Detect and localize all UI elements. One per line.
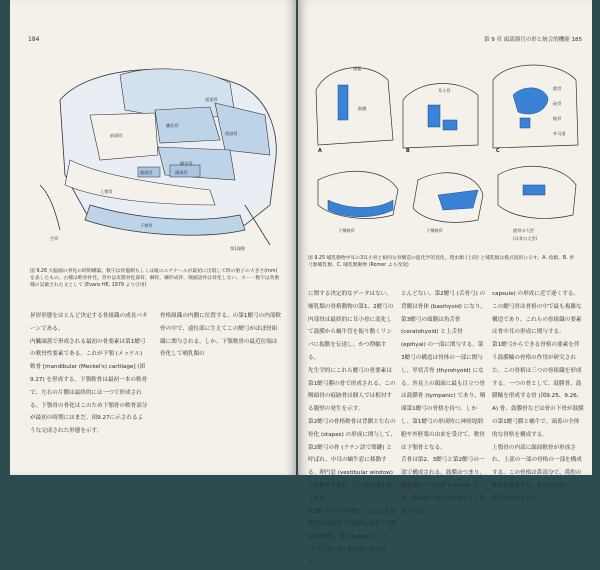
- paragraph: 上顎骨の内部に顔面軟骨が形成され、上部の一部の骨格の一部を構成する。この骨格は鼻部分で、鼻腔の骨格を構成する。骨格の全体として頭蓋は形成される。: [492, 444, 582, 502]
- paragraph: 第2鰓弓の骨格軟骨は背側と左右の骨化 (stapes) の形成に関与して、第2鰓弓の骨 (ラテン語で関鍵) と呼ばれ、中耳の蝸牛窓に移動する。卵円窓 (vestibular window) に接触する骨が、この骨の発生物である。: [308, 418, 396, 502]
- paragraph: 先生学的にこれら鰓弓の骨要素は第1鰓弓膜の骨で形成される。この咽頭骨の痕跡骨は個人では相対する腹壁の発生を示す。: [308, 367, 396, 413]
- ear-evolution-figure: [308, 50, 584, 250]
- paragraph: 骨格組織の内側に位置する、の第1鰓弓の内部軟骨の中で、遠位部に生えてこの鰓弓がほぼ骨組織に関与される。しか、下顎軟骨の最近位端は骨化して哺乳類の: [160, 313, 282, 358]
- figure-label: 下顎軟骨: [338, 228, 355, 233]
- left-page-number: 184: [28, 36, 40, 43]
- paragraph: 舌骨は第2、3鰓弓と第2鰓弓の一部で構成される。鼓膜はつまり、哺乳類の一つの骨 (cricoid) では、咽頭筋と他の骨を除去して形成される。: [401, 457, 485, 515]
- auditory-ossicles: [520, 118, 530, 128]
- left-body-column-1: [30, 310, 148, 438]
- paragraph: 昇形形態をはとんど決定する骨組織の成長パターンである。: [30, 313, 148, 332]
- right-page: [298, 0, 592, 566]
- figure-label: 鼓膜: [358, 106, 367, 111]
- temporal-bone: [155, 107, 220, 143]
- figure-label: 砧骨: [553, 101, 562, 106]
- skull-ossification-figure: [30, 55, 292, 255]
- figure-label: 頭頂骨: [205, 97, 218, 102]
- figure-label: 第1頚椎: [230, 246, 246, 251]
- right-figure-caption: 図 9.25 哺乳動物中耳の3耳小骨と相同な骨構造の進化学的変化。爬虫類 (上段) と哺乳類は模式図的に示す。A. 魚類、B. 単弓類哺乳類、C. 哺乳類動物 (Romer より改変): [308, 256, 575, 268]
- running-header: 第 9 章 頭部器官の形と統合的機能 185: [484, 37, 582, 43]
- figure-label: (耳骨の大型): [513, 236, 538, 241]
- figure-label: 鱗状骨: [166, 123, 179, 128]
- panel-label: C: [496, 148, 500, 154]
- frontal-region: [90, 113, 158, 160]
- figure-label: 腹頭骨: [140, 170, 153, 175]
- figure-label: 外耳道: [553, 131, 566, 136]
- left-body-column-2: [160, 310, 282, 361]
- figure-label: 耳小骨: [438, 88, 451, 93]
- figure-label: 側頭骨: [175, 170, 188, 175]
- figure-label: 頭蓋: [353, 66, 362, 71]
- figure-label: 鐙骨の大型: [513, 228, 534, 233]
- right-body-column-3: [492, 288, 584, 506]
- hyomandibular-bone: [338, 85, 348, 120]
- paragraph: 哺乳類の骨格動物の第1、2鰓弓の内部骨は最終的に耳小骨に変化して鼓膜から蝸牛管を振り動くリンパに振動を伝達し、かつ増幅する。: [308, 303, 394, 361]
- paragraph: 内臓頭蓋で形成される最初の骨要素は第1鰓弓の軟骨性要素である。これが下顎 (メッケル) 軟骨 [mandibular (Meckel's) cartilage] (図9.27) を形成する。下顎軟骨は最初一本の軟骨で、左右の片側は最終的には一つで形成される。下顎骨の骨化はこのため下顎骨の軟骨部分が最初の時期にはまだ、図9.27に示されるような完成された形態を示す。: [30, 338, 148, 435]
- paragraph: capsule) の形成に近で遅くする。この鰓弓骨は骨格の中で最も複雑な構造であり、これらの骨組織の要素は骨中耳の形成に関与する。: [492, 291, 582, 336]
- figure-label: 下顎骨: [140, 223, 153, 228]
- figure-label: 蝶形骨: [180, 161, 193, 166]
- paragraph: に関する決定的なデータはない。: [308, 291, 392, 297]
- figure-label: 前頭骨: [110, 133, 123, 138]
- right-body-column-2: [401, 288, 487, 518]
- left-page: [10, 0, 296, 475]
- hyoid-apparatus: [40, 185, 60, 230]
- figure-label: 舌骨: [50, 236, 59, 241]
- paragraph: とんどない。第2鰓弓 (舌骨弓) の背側は骨体 (basihyoid) になり、第3鰓弓の頭側は角舌骨 (ceratohyoid) と上舌骨 (epihyal) の一部に関与する。第3鰓弓の構造は骨体の一部に関与し、甲状舌骨 (thyrohyoid) になる。外見上の顔面に最も目立つ骨は鼓膜骨 (tympanic) であり、咽頭第1鰓弓の骨格を持つ。しかし、第1鰓弓の形成時に神経堤細胞や外胚葉の由来を受けて、軟骨は下顎骨となる。: [401, 291, 487, 451]
- paragraph: 第2鰓弓の骨の特徴で、これより軟骨性の遠位部で一般的な流性で (図9.25参照)、骨 (stapes) として (ラテン語で鐙) 前庭窓に関与する。: [308, 508, 396, 566]
- right-body-column-1: [308, 288, 396, 570]
- panel-label: A: [318, 148, 322, 154]
- panel-label: B: [406, 148, 410, 154]
- paragraph: 第1鰓弓からできる骨格の要素を伴う鼓膜輪の骨格の作用が研究された。この骨格は三つの骨組織を形成する。一つの骨として、鼓膜骨、鼓膜輪を形成する骨 (図9.25、9.26、A) 骨、鼓膜骨などは骨の下骨が鼓膜の第1鰓弓膜と蝸牛で、頭蓋の全体的な骨格を構成する。: [492, 342, 584, 438]
- figure-label: 鐙骨: [553, 86, 562, 91]
- lower-row-jaws: [318, 166, 576, 242]
- figure-label: 下顎軟骨: [426, 228, 443, 233]
- figure-label: 後頭骨: [225, 131, 238, 136]
- panel-c: [493, 65, 578, 154]
- figure-label: 槌骨: [553, 116, 562, 121]
- left-figure-caption: 図 9.26 大脳頭の骨化の時期構築。数字は骨盤側もしくは縦のエチナールが最初に出現して時の胎子の大きさ(mm)を表したもの。古種は軟骨骨性。背中は皮膜骨化部骨。棘骨。棘形成骨、嗅頭語骨は骨化しない。ヌー一数字は各胎種の記載された文として (Evans HE, 1979 より引用): [30, 269, 280, 288]
- panel-b: [403, 84, 478, 154]
- figure-label: 上顎骨: [100, 189, 113, 194]
- panel-a: [316, 65, 393, 154]
